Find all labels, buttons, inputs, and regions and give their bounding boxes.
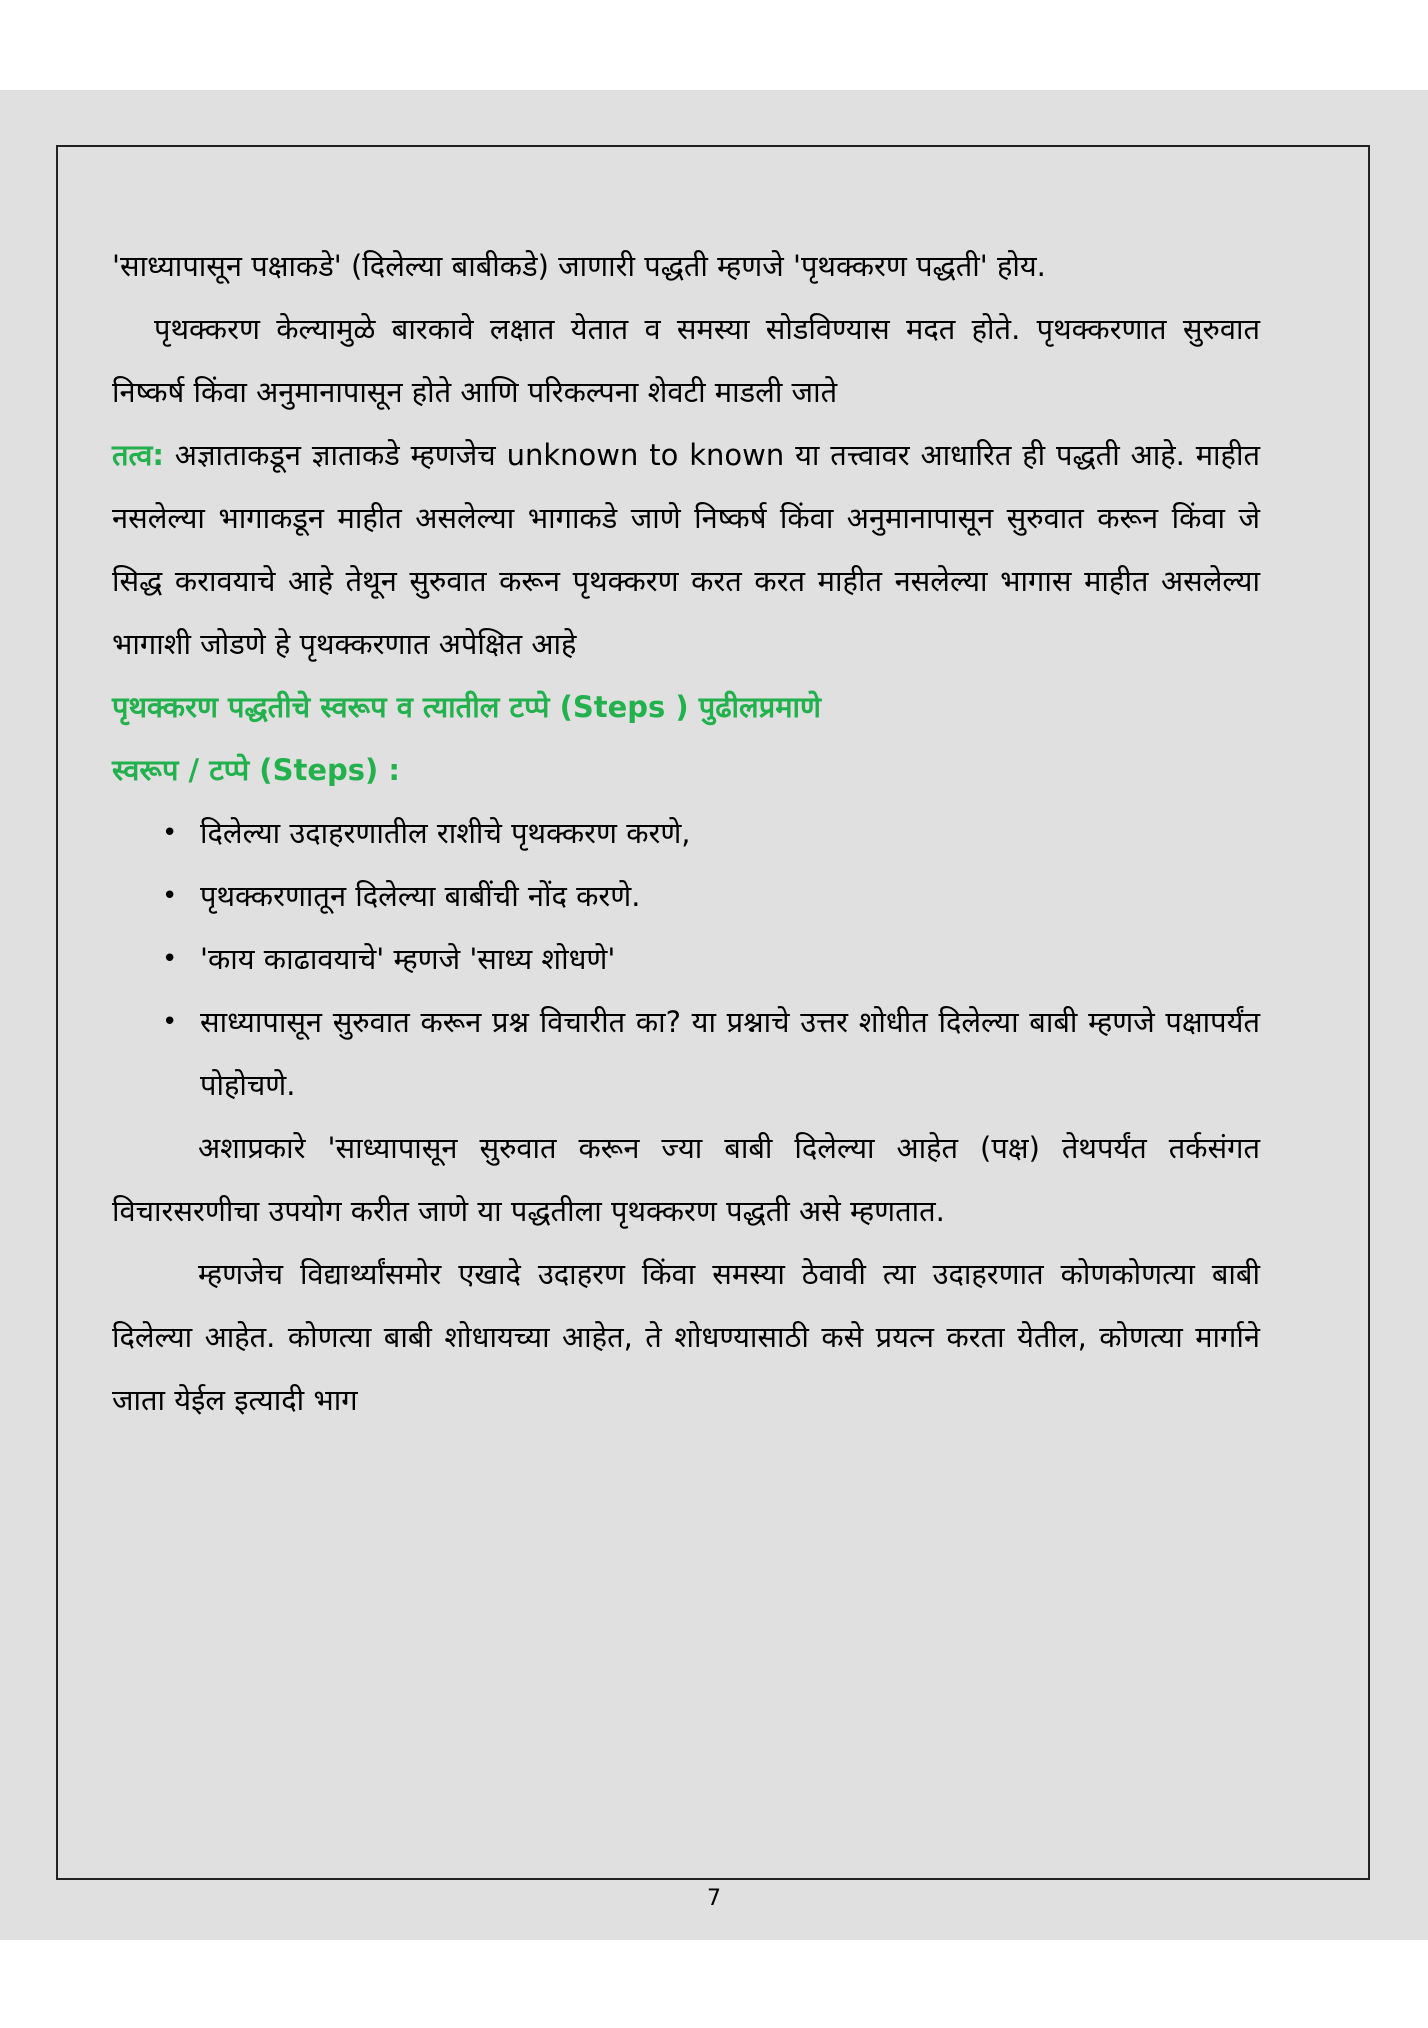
- section-heading-method-steps: पृथक्करण पद्धतीचे स्वरूप व त्यातील टप्पे (Steps ) पुढीलप्रमाणे: [112, 690, 822, 724]
- steps-list: [112, 802, 1260, 1117]
- principle-label: तत्व:: [112, 438, 164, 472]
- paragraph-student-example: म्हणजेच विद्यार्थ्यांसमोर एखादे उदाहरण किंवा समस्या ठेवावी त्या उदाहरणात कोणकोणत्या बाबी दिलेल्या आहेत. कोणत्या बाबी शोधायच्या आहेत, ते शोधण्यासाठी कसे प्रयत्न करता येतील, कोणत्या मार्गाने जाता येईल इत्यादी भाग: [112, 1257, 1260, 1417]
- step-text: दिलेल्या उदाहरणातील राशीचे पृथक्करण करणे,: [200, 816, 691, 850]
- page-sheet: [0, 90, 1428, 1940]
- principle-text: अज्ञाताकडून ज्ञाताकडे म्हणजेच unknown to known या तत्त्वावर आधारित ही पद्धती आहे. माहीत नसलेल्या भागाकडून माहीत असलेल्या भागाकडे जाणे निष्कर्ष किंवा अनुमानापासून सुरुवात करून किंवा जे सिद्ध करावयाचे आहे तेथून सुरुवात करून पृथक्करण करत करत माहीत नसलेल्या भागास माहीत असलेल्या भागाशी जोडणे हे पृथक्करणात अपेक्षित आहे: [112, 438, 1260, 661]
- bullet-icon: •: [162, 881, 178, 911]
- list-item: [162, 802, 1260, 865]
- bullet-icon: •: [162, 1007, 178, 1037]
- step-text: 'काय काढावयाचे' म्हणजे 'साध्य शोधणे': [200, 942, 616, 976]
- list-item: [162, 928, 1260, 991]
- step-text: पृथक्करणातून दिलेल्या बाबींची नोंद करणे.: [200, 879, 641, 913]
- bullet-icon: •: [162, 818, 178, 848]
- paragraph-principle: [112, 424, 1260, 676]
- list-item: [162, 991, 1260, 1117]
- bullet-icon: •: [162, 944, 178, 974]
- paragraph-sadhya-to-paksha: 'साध्यापासून पक्षाकडे' (दिलेल्या बाबीकडे) जाणारी पद्धती म्हणजे 'पृथक्करण पद्धती' होय.: [112, 249, 1046, 283]
- page-number: 7: [707, 1886, 721, 1911]
- list-item: [162, 865, 1260, 928]
- page-content: [112, 235, 1260, 1432]
- section-heading-form-steps: स्वरूप / टप्पे (Steps) :: [112, 753, 400, 787]
- paragraph-method-definition: अशाप्रकारे 'साध्यापासून सुरुवात करून ज्या बाबी दिलेल्या आहेत (पक्ष) तेथपर्यंत तर्कसंगत विचारसरणीचा उपयोग करीत जाणे या पद्धतीला पृथक्करण पद्धती असे म्हणतात.: [112, 1131, 1260, 1228]
- step-text: साध्यापासून सुरुवात करून प्रश्न विचारीत का? या प्रश्नाचे उत्तर शोधीत दिलेल्या बाबी म्हणजे पक्षापर्यंत पोहोचणे.: [200, 1005, 1260, 1102]
- paragraph-analysis-benefits: पृथक्करण केल्यामुळे बारकावे लक्षात येतात व समस्या सोडविण्यास मदत होते. पृथक्करणात सुरुवात निष्कर्ष किंवा अनुमानापासून होते आणि परिकल्पना शेवटी माडली जाते: [112, 312, 1260, 409]
